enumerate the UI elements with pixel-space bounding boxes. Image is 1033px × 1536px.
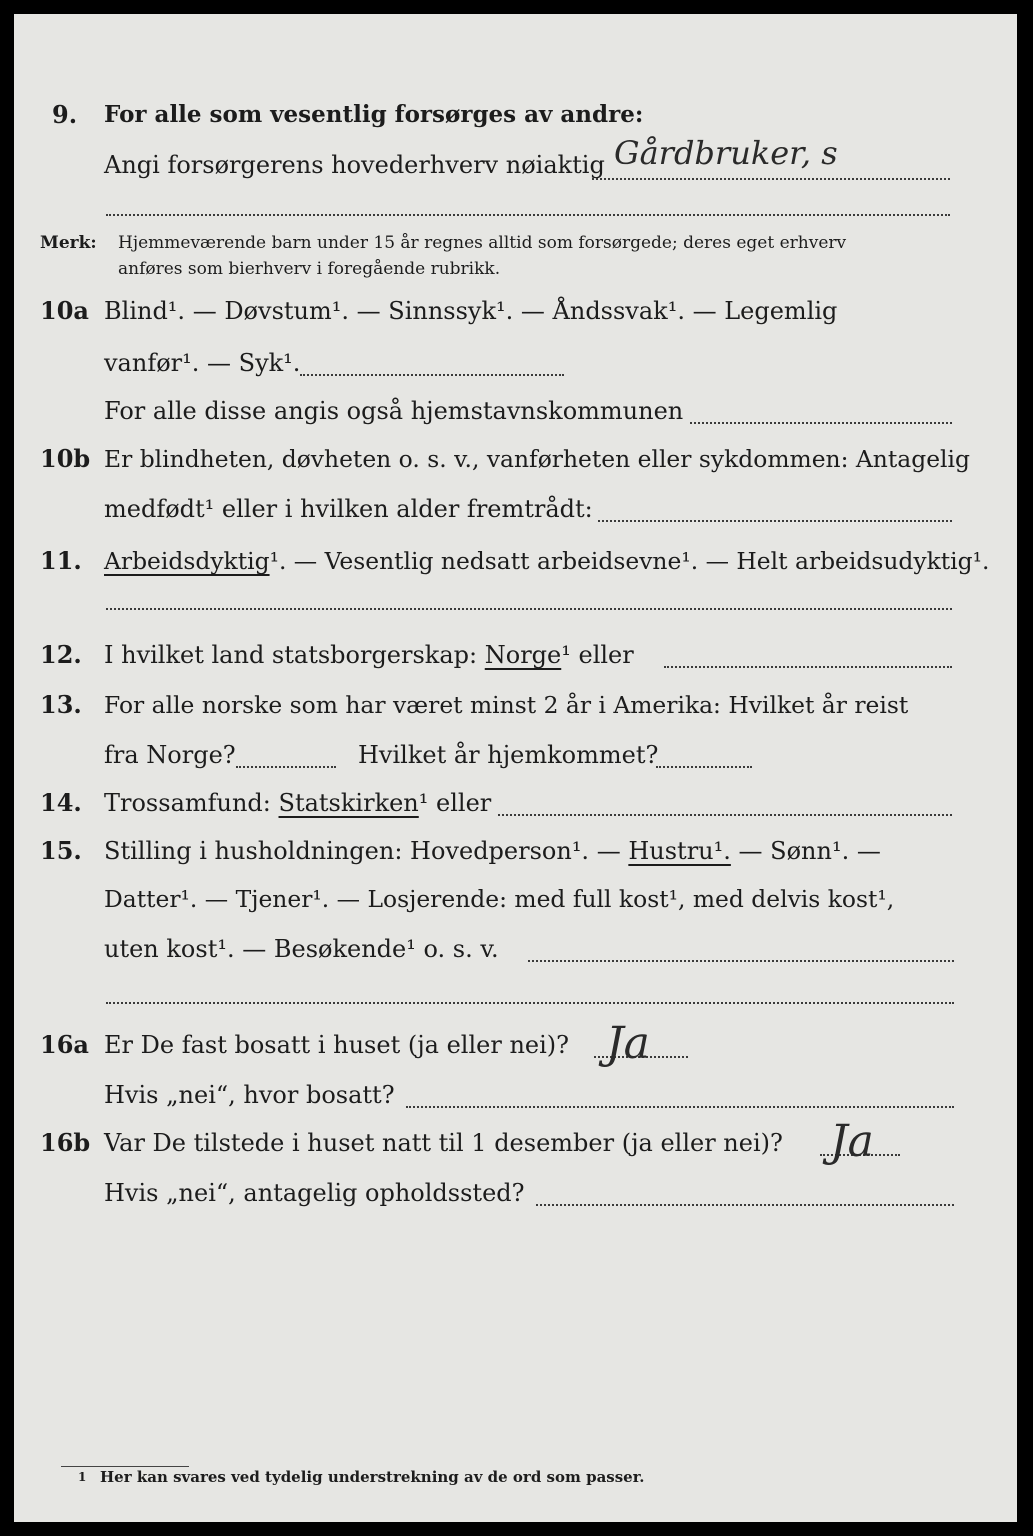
q15-line1 bbox=[104, 836, 881, 866]
footnote-text: Her kan svares ved tydelig understrekning av de ord som passer. bbox=[100, 1468, 645, 1486]
q10a-line2: vanfør¹. — Syk¹. bbox=[104, 349, 301, 377]
q10a-syk-line bbox=[300, 374, 564, 376]
q10b-alder-line bbox=[598, 520, 952, 522]
q11-underlined-arbeidsdyktig: Arbeidsdyktig bbox=[104, 547, 270, 575]
q10b-number: 10b bbox=[40, 444, 91, 473]
q10b-line2: medfødt¹ eller i hvilken alder fremtrådt: bbox=[104, 495, 593, 523]
q15-line2: Datter¹. — Tjener¹. — Losjerende: med full kost¹, med delvis kost¹, bbox=[104, 885, 895, 913]
q10a-line3: For alle disse angis også hjemstavnskommunen bbox=[104, 397, 684, 425]
q12-post: ¹ eller bbox=[561, 641, 634, 669]
q11-extra-line bbox=[106, 608, 952, 610]
q9-line2: Angi forsørgerens hovederhverv nøiaktig bbox=[104, 151, 605, 179]
q9-extra-line bbox=[106, 214, 950, 216]
q13-reist-line bbox=[236, 766, 336, 768]
q15-line1a: Stilling i husholdningen: Hovedperson¹. — bbox=[104, 837, 621, 865]
q13-number: 13. bbox=[40, 690, 82, 719]
q16a-handwritten-answer: Ja bbox=[606, 1018, 650, 1069]
q16b-line1: Var De tilstede i huset natt til 1 desember (ja eller nei)? bbox=[104, 1129, 783, 1157]
q9-answer-line bbox=[592, 178, 950, 180]
merk-line1: Hjemmeværende barn under 15 år regnes alltid som forsørgede; deres eget erhverv bbox=[118, 233, 847, 253]
q12-number: 12. bbox=[40, 640, 82, 669]
q13-hjemkommet-line bbox=[656, 766, 752, 768]
q14-answer-line bbox=[498, 814, 952, 816]
q10b-line1: Er blindheten, døvheten o. s. v., vanførheten eller sykdommen: Antagelig bbox=[104, 445, 970, 473]
q15-extra-line bbox=[106, 1002, 954, 1004]
census-form-page bbox=[14, 14, 1017, 1522]
q12-line bbox=[104, 640, 634, 670]
q16a-bosatt-line bbox=[406, 1106, 954, 1108]
q14-post: ¹ eller bbox=[418, 789, 492, 817]
q16b-opholdssted-line bbox=[536, 1204, 954, 1206]
q12-answer-line bbox=[664, 666, 952, 668]
q13-line1: For alle norske som har været minst 2 år i Amerika: Hvilket år reist bbox=[104, 691, 909, 719]
q11-line bbox=[104, 546, 989, 576]
merk-label: Merk: bbox=[40, 233, 97, 253]
q14-number: 14. bbox=[40, 788, 82, 817]
q9-line1: For alle som vesentlig forsørges av andre: bbox=[104, 101, 644, 128]
q15-underlined-hustru: Hustru¹. bbox=[628, 837, 731, 865]
q16b-number: 16b bbox=[40, 1128, 91, 1157]
q10a-line1: Blind¹. — Døvstum¹. — Sinnssyk¹. — Åndssvak¹. — Legemlig bbox=[104, 297, 838, 325]
footnote-rule bbox=[61, 1466, 189, 1467]
q12-pre: I hvilket land statsborgerskap: bbox=[104, 641, 478, 669]
q16b-handwritten-answer: Ja bbox=[830, 1116, 874, 1167]
q14-underlined-statskirken: Statskirken bbox=[278, 789, 419, 817]
q13-line2b: Hvilket år hjemkommet? bbox=[358, 741, 659, 769]
q10a-kommune-line bbox=[690, 422, 952, 424]
q11-rest: ¹. — Vesentlig nedsatt arbeidsevne¹. — Helt arbeidsudyktig¹. bbox=[269, 547, 990, 575]
q9-handwritten-answer: Gårdbruker, s bbox=[614, 134, 838, 172]
q15-line1b: — Sønn¹. — bbox=[738, 837, 881, 865]
merk-line2: anføres som bierhverv i foregående rubrikk. bbox=[118, 259, 501, 279]
q15-answer-line bbox=[528, 960, 954, 962]
q15-line3: uten kost¹. — Besøkende¹ o. s. v. bbox=[104, 935, 499, 963]
q16a-line1: Er De fast bosatt i huset (ja eller nei)? bbox=[104, 1031, 570, 1059]
q14-pre: Trossamfund: bbox=[104, 789, 271, 817]
q11-number: 11. bbox=[40, 546, 82, 575]
q16b-line2: Hvis „nei“, antagelig opholdssted? bbox=[104, 1179, 525, 1207]
q16a-number: 16a bbox=[40, 1030, 89, 1059]
q15-number: 15. bbox=[40, 836, 82, 865]
q10a-number: 10a bbox=[40, 296, 89, 325]
q14-line bbox=[104, 788, 491, 818]
footnote-mark: 1 bbox=[78, 1470, 87, 1484]
q16a-line2: Hvis „nei“, hvor bosatt? bbox=[104, 1081, 395, 1109]
q13-line2a: fra Norge? bbox=[104, 741, 236, 769]
q12-underlined-norge: Norge bbox=[484, 641, 562, 669]
q9-number: 9. bbox=[52, 100, 78, 129]
